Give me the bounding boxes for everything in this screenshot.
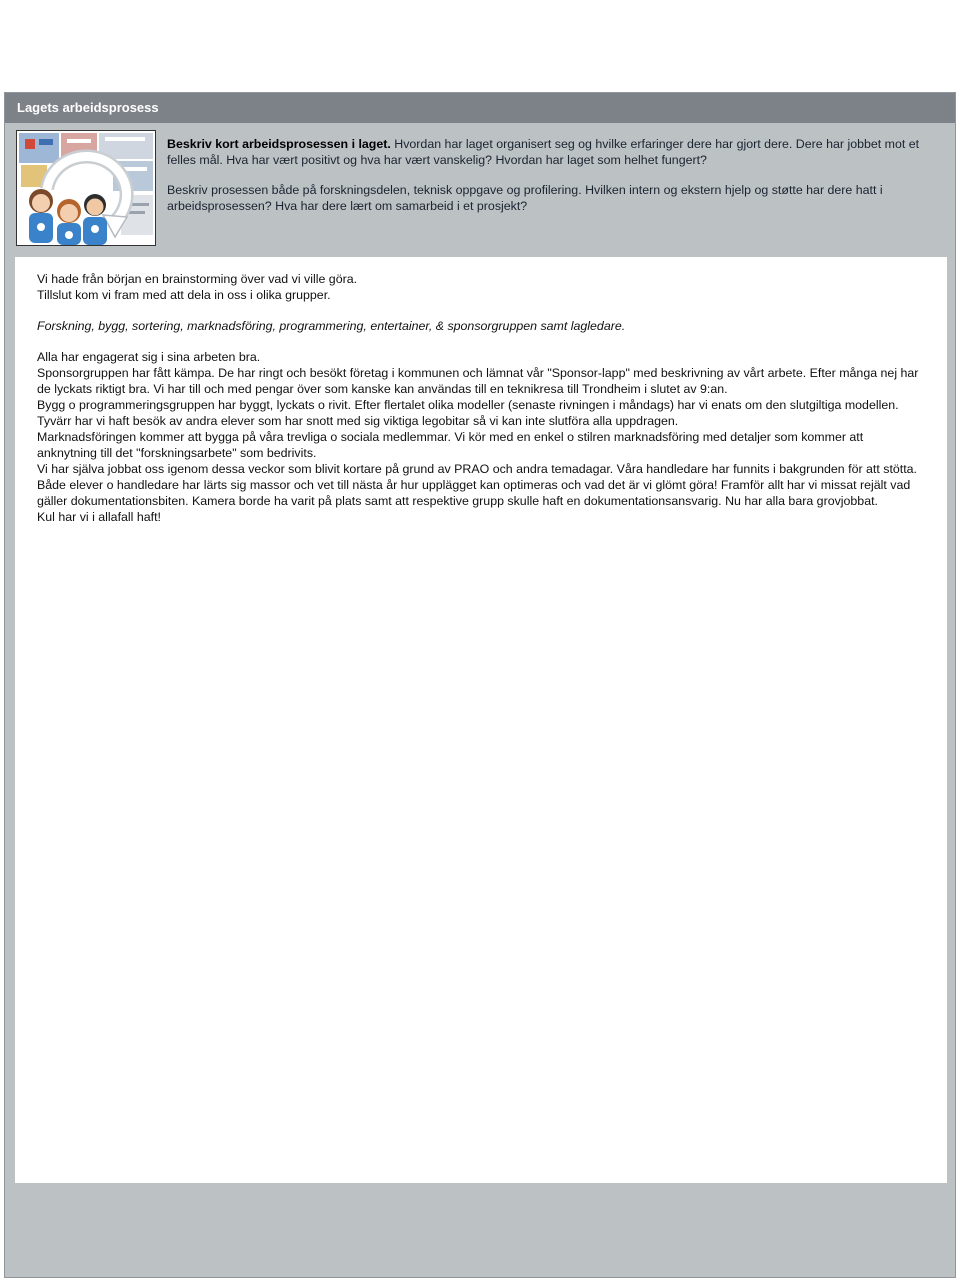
prompt-paragraph-1: [167, 136, 949, 168]
answer-box: [15, 257, 947, 1183]
prompt-paragraph-2: Beskriv prosessen både på forskningsdelen, teknisk oppgave og profilering. Hvilken intern og ekstern hjelp og støtte har dere hatt i arbeidsprosessen? Hva har dere lært om samarbeid i et prosjekt?: [167, 183, 883, 213]
answer-line-1: Vi hade från början en brainstorming över vad vi ville göra.: [37, 272, 358, 286]
prompt-bold-lead: Beskriv kort arbeidsprosessen i laget.: [167, 137, 391, 151]
answer-line-6: Marknadsföringen kommer att bygga på våra trevliga o sociala medlemmar. Vi kör med en enkel o stilren marknadsföring med detaljer som kommer att anknytning till det "forskningsarbete" som bedrivits.: [37, 430, 864, 460]
answer-line-7: Vi har själva jobbat oss igenom dessa veckor som blivit kortare på grund av PRAO och andra temadagar. Våra handledare har funnits i bakgrunden för att stötta. Både elever o handledare har lärts sig massor och vet till nästa år hur upplägget kan optimeras och vad det är vi glömt göra! Framför allt har vi missat rejält vad gäller dokumentationsbiten. Kamera borde ha varit på plats samt att respektive grupp skulle haft en dokumentationsansvarig. Nu har alla bara grovjobbat.: [37, 462, 918, 508]
answer-line-5: Bygg o programmeringsgruppen har byggt, lyckats o rivit. Efter flertalet olika modeller (senaste rivningen i måndags) har vi enats om den slutgiltiga modellen. Tyvärr har vi haft besök av andra elever som har snott med sig viktiga legobitar så vi kan inte slutföra alla uppdragen.: [37, 398, 899, 428]
answer-groups: Forskning, bygg, sortering, marknadsföring, programmering, entertainer, & sponsorgruppen samt lagledare.: [37, 319, 626, 333]
section-title: Lagets arbeidsprosess: [5, 93, 955, 123]
prompt-text: [167, 136, 949, 228]
team-cycle-illustration: [16, 130, 156, 246]
section-panel: [4, 92, 956, 1278]
prompt-rest: Hvordan har laget organisert seg og hvilke erfaringer dere har gjort dere. Dere har jobbet mot et felles mål. Hva har vært positivt og hva har vært vanskelig? Hvordan har laget som helhet fungert?: [167, 137, 920, 167]
team-cycle-icon: [17, 131, 155, 245]
answer-line-2: Tillslut kom vi fram med att dela in oss i olika grupper.: [37, 288, 331, 302]
answer-line-8: Kul har vi i allafall haft!: [37, 510, 161, 524]
answer-line-3: Alla har engagerat sig i sina arbeten bra.: [37, 350, 261, 364]
answer-line-4: Sponsorgruppen har fått kämpa. De har ringt och besökt företag i kommunen och lämnat vår "Sponsor-lapp" med beskrivning av vårt arbete. Efter många nej har de lyckats riktigt bra. Vi har till och med pengar över som kanske kan användas till en teknikresa till Trondheim i slutet av 9:an.: [37, 366, 919, 396]
